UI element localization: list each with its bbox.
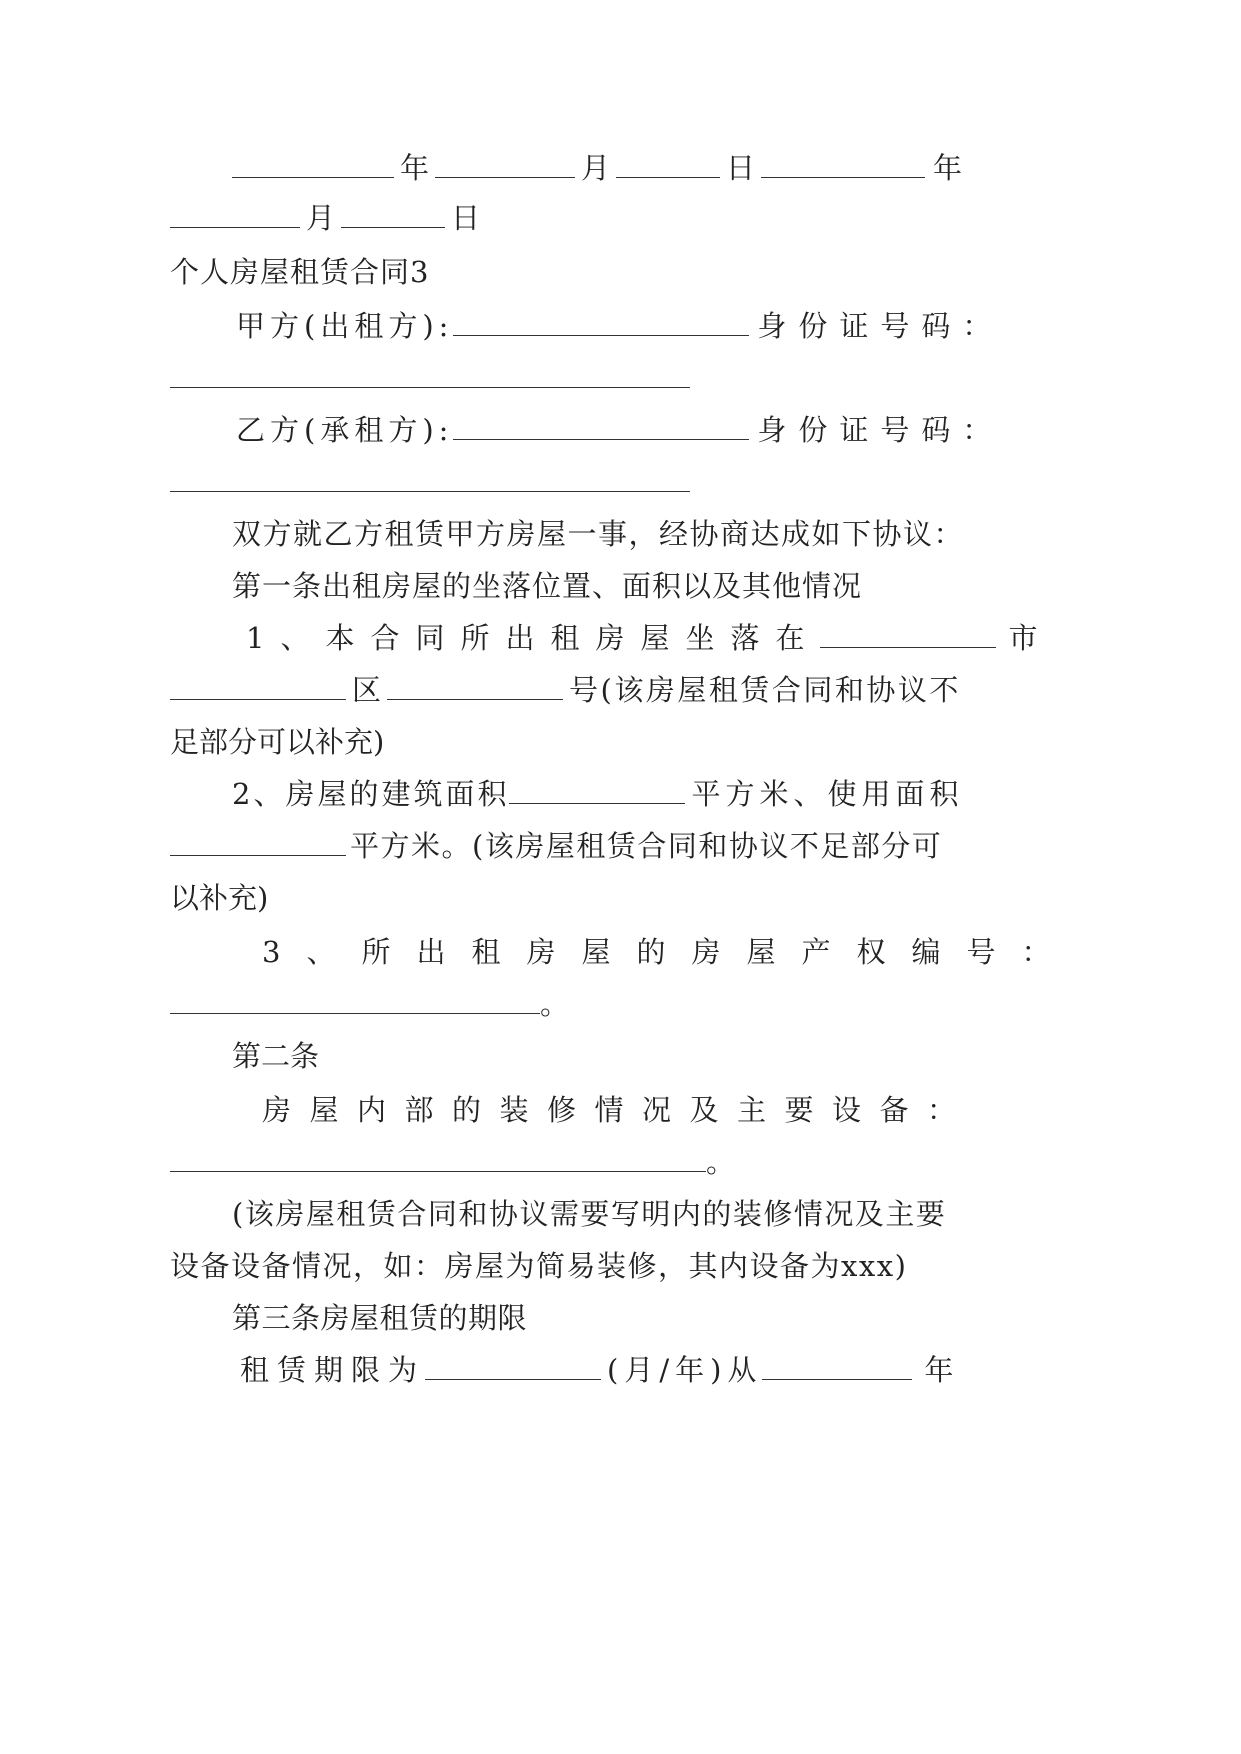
blank-field: [435, 149, 575, 178]
blank-field: [616, 149, 720, 178]
blank-field: [170, 199, 300, 228]
blank-field: [761, 149, 925, 178]
party-b-label: 乙方(承租方):: [236, 413, 454, 447]
blank-field: [453, 307, 749, 336]
month-label: 月: [306, 201, 336, 235]
period: 。: [540, 987, 570, 1021]
blank-field: [170, 827, 346, 856]
article-3-term: [240, 1350, 953, 1390]
term-unit: (月/年)从: [607, 1353, 763, 1387]
city-label: 市: [1008, 621, 1038, 655]
item-2-suffix: 平方米。(该房屋租赁合同和协议不足部分可: [350, 829, 943, 863]
article-2-note-1: (该房屋租赁合同和协议需要写明内的装修情况及主要: [232, 1197, 947, 1231]
blank-field: [170, 985, 540, 1014]
period: 。: [706, 1145, 736, 1179]
blank-field: [232, 149, 394, 178]
intro-text: 双方就乙方租赁甲方房屋一事，经协商达成如下协议：: [232, 517, 965, 551]
article-1-item-1: [246, 618, 1037, 658]
article-1-heading: 第一条出租房屋的坐落位置、面积以及其他情况: [232, 569, 863, 603]
month-label: 月: [581, 151, 611, 185]
blank-field: [425, 1351, 601, 1380]
contract-title: 个人房屋租赁合同3: [170, 255, 430, 289]
item-1-text: 1、本合同所出租房屋坐落在: [246, 621, 821, 655]
party-b-id-blank: [170, 462, 690, 502]
article-2-heading: 第二条: [232, 1039, 320, 1073]
day-label: 日: [451, 201, 481, 235]
blank-field: [820, 619, 996, 648]
party-a-label: 甲方(出租方):: [236, 309, 454, 343]
blank-field: [341, 199, 445, 228]
party-a-id-blank: [170, 358, 690, 398]
blank-field: [453, 411, 749, 440]
article-1-item-2-line-2: [170, 826, 942, 866]
blank-field: [762, 1351, 912, 1380]
article-3-heading: 第三条房屋租赁的期限: [232, 1301, 528, 1335]
date-line-1: [232, 148, 962, 188]
blank-field: [387, 671, 563, 700]
day-label: 日: [726, 151, 756, 185]
item-2-mid: 平方米、使用面积: [691, 777, 964, 811]
article-1-item-1-line-3: 足部分可以补充): [170, 725, 385, 759]
year-label: 年: [400, 151, 430, 185]
id-number-label: 身份证号码：: [757, 309, 1004, 343]
article-1-item-3: 3、所出租房屋的房屋产权编号：: [262, 935, 1077, 969]
article-2-blank-line: [170, 1142, 735, 1182]
article-1-item-2: [232, 774, 963, 814]
blank-field: [170, 1143, 706, 1172]
article-1-item-2-line-3: 以补充): [170, 881, 269, 915]
article-1-item-3-line-2: [170, 984, 569, 1024]
article-2-text: 房屋内部的装修情况及主要设备：: [262, 1093, 975, 1127]
item-1-suffix: 号(该房屋租赁合同和协议不: [569, 673, 961, 707]
year-label: 年: [933, 151, 963, 185]
id-number-label: 身份证号码：: [757, 413, 1004, 447]
year-label: 年: [924, 1353, 954, 1387]
party-a-line: [236, 306, 1003, 346]
blank-field: [170, 463, 690, 492]
blank-field: [509, 775, 685, 804]
party-b-line: [236, 410, 1003, 450]
blank-field: [170, 359, 690, 388]
term-label: 租赁期限为: [240, 1353, 426, 1387]
article-2-note-2: 设备设备情况，如：房屋为简易装修，其内设备为xxx): [170, 1249, 908, 1283]
item-2-text: 2、房屋的建筑面积: [232, 777, 510, 811]
blank-field: [170, 671, 346, 700]
district-label: 区: [352, 673, 382, 707]
date-line-2: [170, 198, 480, 238]
article-1-item-1-line-2: [170, 670, 961, 710]
